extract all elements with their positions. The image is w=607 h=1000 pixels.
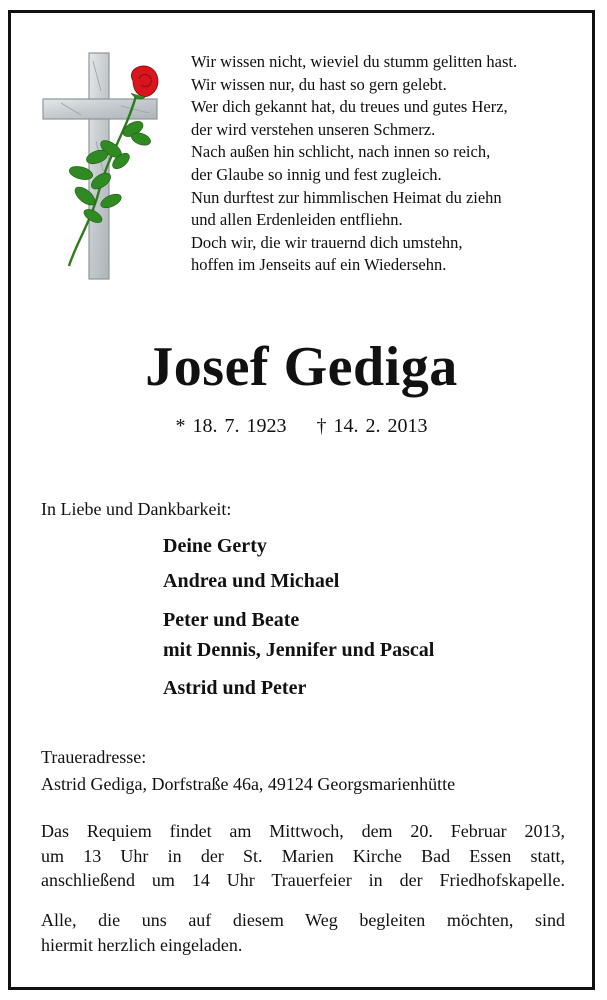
birth-date: * 18. 7. 1923 bbox=[175, 415, 287, 437]
address-label: Traueradresse: bbox=[41, 747, 147, 767]
poem-line: Nach außen hin schlicht, nach innen so reich, bbox=[191, 142, 491, 162]
cross-with-rose-icon bbox=[41, 51, 161, 281]
invitation bbox=[41, 908, 565, 957]
rose-bloom bbox=[131, 66, 158, 99]
poem-line: Doch wir, die wir trauernd dich umstehn, bbox=[191, 232, 463, 252]
poem-line: Wer dich gekannt hat, du treues und gutes Herz, bbox=[191, 97, 508, 117]
poem-line: Wir wissen nur, du hast so gern gelebt. bbox=[191, 74, 447, 94]
service-info bbox=[41, 819, 565, 893]
mourner-name: Peter und Beate bbox=[163, 609, 300, 631]
mourning-address bbox=[41, 744, 455, 798]
death-date: † 14. 2. 2013 bbox=[316, 415, 428, 437]
life-dates bbox=[11, 415, 592, 438]
mourner-name: Astrid und Peter bbox=[163, 677, 307, 699]
mourner-name: Andrea und Michael bbox=[163, 570, 340, 592]
poem-line: Wir wissen nicht, wieviel du stumm gelitten hast. bbox=[191, 52, 518, 71]
poem-line: Nun durftest zur himmlischen Heimat du ziehn bbox=[191, 187, 502, 207]
obituary-notice bbox=[8, 10, 595, 990]
cross-horizontal-beam bbox=[43, 99, 157, 119]
mourners-intro: In Liebe und Dankbarkeit: bbox=[41, 499, 232, 519]
invitation-line: hiermit herzlich eingeladen. bbox=[41, 934, 243, 955]
mourner-name: mit Dennis, Jennifer und Pascal bbox=[163, 639, 435, 661]
rose-leaves bbox=[68, 118, 152, 225]
poem bbox=[191, 51, 581, 277]
service-line: Das Requiem findet am Mittwoch, dem 20. Februar 2013, bbox=[41, 821, 565, 841]
poem-line: hoffen im Jenseits auf ein Wiedersehn. bbox=[191, 255, 447, 275]
poem-line: der wird verstehen unseren Schmerz. bbox=[191, 119, 436, 139]
address-value: Astrid Gediga, Dorfstraße 46a, 49124 Georgsmarienhütte bbox=[41, 774, 456, 794]
invitation-line: Alle, die uns auf diesem Weg begleiten möchten, sind bbox=[41, 910, 565, 930]
mourner-name: Deine Gerty bbox=[163, 535, 267, 557]
poem-line: der Glaube so innig und fest zugleich. bbox=[191, 164, 442, 184]
deceased-name: Josef Gediga bbox=[145, 336, 458, 398]
cross-with-rose-image bbox=[41, 51, 161, 281]
cross-vertical-beam bbox=[89, 53, 109, 279]
service-line: um 13 Uhr in der St. Marien Kirche Bad Essen statt, bbox=[41, 845, 565, 866]
poem-line: und allen Erdenleiden entfliehn. bbox=[191, 210, 403, 230]
service-line: anschließend um 14 Uhr Trauerfeier in der Friedhofskapelle. bbox=[41, 870, 565, 890]
